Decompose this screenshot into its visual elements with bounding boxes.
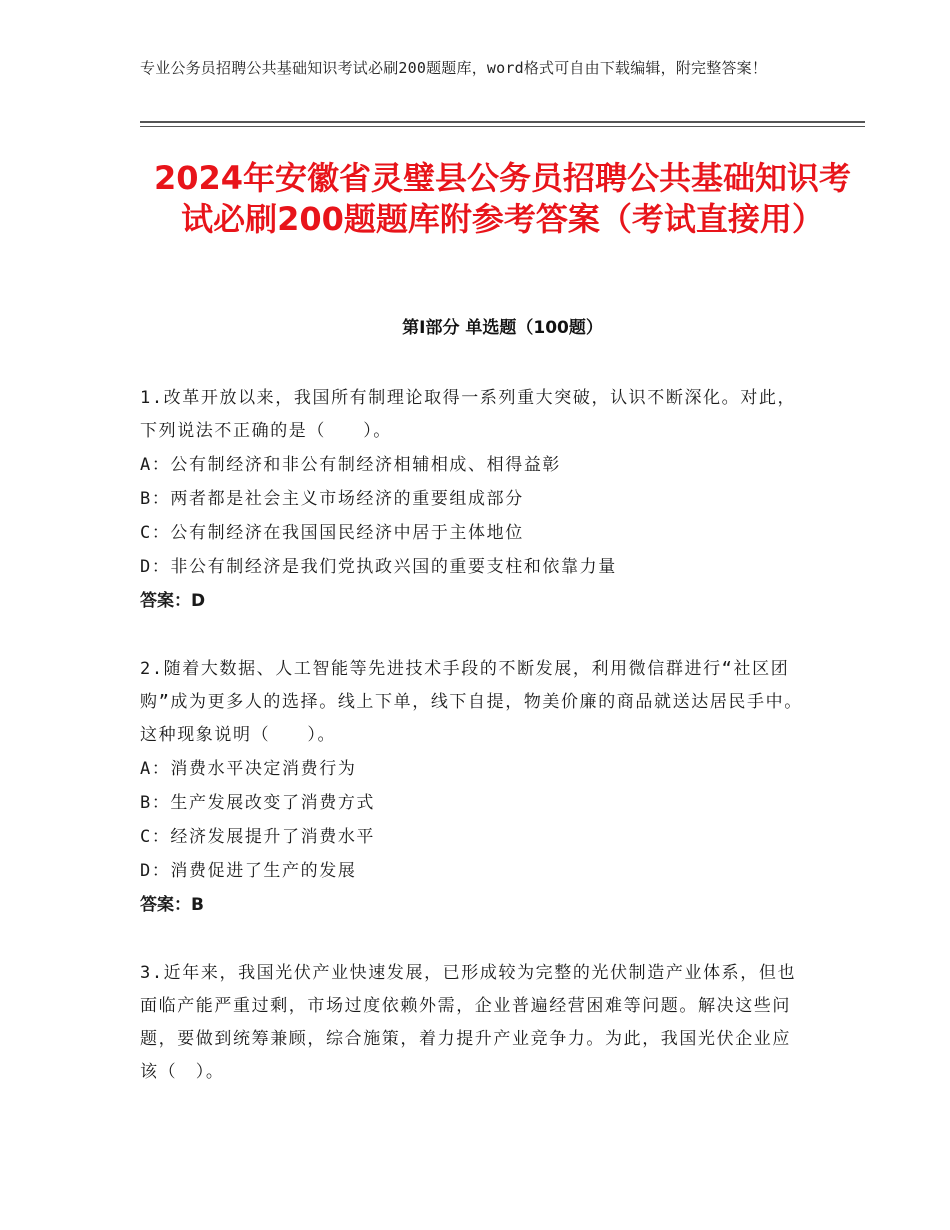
option-a: A：公有制经济和非公有制经济相辅相成、相得益彰 xyxy=(140,455,562,475)
header-divider-thick xyxy=(140,121,865,123)
document-title: 2024年安徽省灵璧县公务员招聘公共基础知识考试必刷200题题库附参考答案（考试直接用） xyxy=(153,159,852,238)
question-3 xyxy=(140,957,805,1089)
question-stem: 1.改革开放以来，我国所有制理论取得一系列重大突破，认识不断深化。对此，下列说法不正确的是（ ）。 xyxy=(140,388,797,441)
header-note: 专业公务员招聘公共基础知识考试必刷200题题库，word格式可自由下载编辑，附完整答案！ xyxy=(140,59,768,77)
option-a: A：消费水平决定消费行为 xyxy=(140,759,357,779)
option-b: B：生产发展改变了消费方式 xyxy=(140,793,376,813)
answer-label: 答案：D xyxy=(140,591,206,611)
option-d: D：非公有制经济是我们党执政兴国的重要支柱和依靠力量 xyxy=(140,557,617,577)
question-stem: 3.近年来，我国光伏产业快速发展，已形成较为完整的光伏制造产业体系，但也面临产能严重过剩，市场过度依赖外需，企业普遍经营困难等问题。解决这些问题，要做到统筹兼顾，综合施策，着力提升产业竞争力。为此，我国光伏企业应该（ ）。 xyxy=(140,963,797,1082)
option-d: D：消费促进了生产的发展 xyxy=(140,861,357,881)
header-divider-thin xyxy=(140,126,865,127)
section-title: 第Ⅰ部分 单选题（100题） xyxy=(402,318,603,338)
question-stem: 2.随着大数据、人工智能等先进技术手段的不断发展，利用微信群进行“社区团购”成为更多人的选择。线上下单，线下自提，物美价廉的商品就送达居民手中。这种现象说明（ ）。 xyxy=(140,659,803,745)
question-list xyxy=(140,382,805,1124)
question-1 xyxy=(140,382,805,618)
option-c: C：公有制经济在我国国民经济中居于主体地位 xyxy=(140,523,524,543)
answer-label: 答案：B xyxy=(140,895,204,915)
option-c: C：经济发展提升了消费水平 xyxy=(140,827,376,847)
option-b: B：两者都是社会主义市场经济的重要组成部分 xyxy=(140,489,524,509)
question-2 xyxy=(140,653,805,922)
